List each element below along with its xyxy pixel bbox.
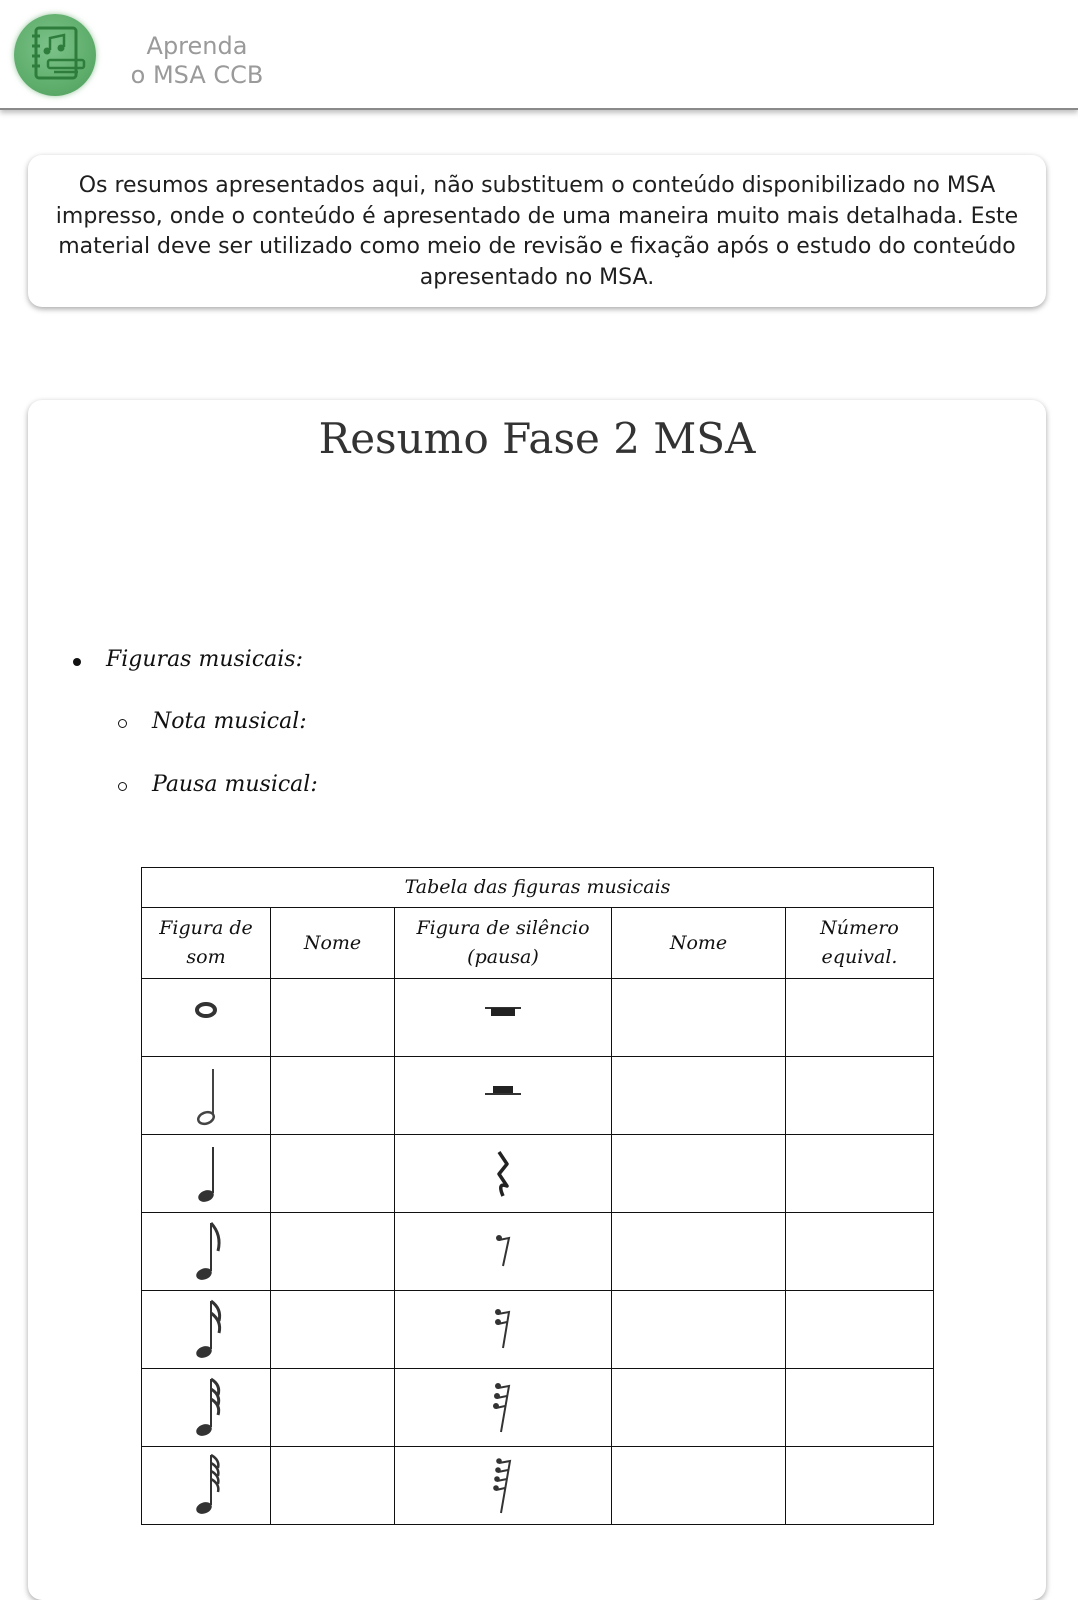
sixty-fourth-rest-icon	[483, 1453, 523, 1519]
music-figures-table	[141, 867, 934, 1525]
header-name-2: Nome	[612, 908, 786, 979]
name-cell[interactable]	[612, 1291, 786, 1369]
name-cell[interactable]	[612, 1057, 786, 1135]
sixteenth-note-icon	[186, 1295, 226, 1365]
number-cell[interactable]	[786, 1135, 934, 1213]
sixty-fourth-note-icon	[186, 1451, 226, 1521]
name-cell[interactable]	[271, 1291, 395, 1369]
disclaimer-notice	[28, 155, 1046, 307]
table-row-rest-cell	[395, 1369, 612, 1447]
number-cell[interactable]	[786, 979, 934, 1057]
name-cell[interactable]	[271, 1447, 395, 1525]
sub-bullet-icon	[118, 782, 127, 791]
header-sound-line2: som	[186, 946, 226, 968]
quarter-note-icon	[186, 1139, 226, 1209]
table-row-note-cell	[142, 1213, 271, 1291]
half-note-icon	[186, 1061, 226, 1131]
name-cell[interactable]	[271, 1369, 395, 1447]
name-cell[interactable]	[271, 1213, 395, 1291]
name-cell[interactable]	[612, 1135, 786, 1213]
summary-card	[28, 400, 1046, 1600]
app-header	[0, 0, 1078, 110]
name-cell[interactable]	[612, 1369, 786, 1447]
name-cell[interactable]	[612, 1213, 786, 1291]
name-cell[interactable]	[612, 1447, 786, 1525]
table-row-note-cell	[142, 1447, 271, 1525]
list-item-pausa: Pausa musical:	[152, 772, 318, 797]
table-row-rest-cell	[395, 979, 612, 1057]
quarter-rest-icon	[483, 1144, 523, 1204]
header-number-line1: Número	[820, 917, 899, 939]
number-cell[interactable]	[786, 1057, 934, 1135]
table-row-rest-cell	[395, 1213, 612, 1291]
sub-bullet-icon	[118, 719, 127, 728]
table-row-note-cell	[142, 979, 271, 1057]
header-sound-line1: Figura de	[159, 917, 253, 939]
header-number	[786, 908, 934, 979]
name-cell[interactable]	[271, 979, 395, 1057]
table-row-note-cell	[142, 1291, 271, 1369]
name-cell[interactable]	[271, 1135, 395, 1213]
table-row-note-cell	[142, 1369, 271, 1447]
brand-line-1: Aprenda	[146, 32, 248, 60]
name-cell[interactable]	[612, 979, 786, 1057]
brand-name[interactable]	[112, 32, 282, 90]
number-cell[interactable]	[786, 1213, 934, 1291]
bullet-icon	[73, 658, 81, 666]
thirty-second-note-icon	[186, 1373, 226, 1443]
list-item-figuras: Figuras musicais:	[106, 647, 304, 672]
header-rest-figure	[395, 908, 612, 979]
table-row-note-cell	[142, 1135, 271, 1213]
page-title: Resumo Fase 2 MSA	[318, 414, 756, 463]
name-cell[interactable]	[271, 1057, 395, 1135]
sixteenth-rest-icon	[483, 1300, 523, 1360]
number-cell[interactable]	[786, 1447, 934, 1525]
thirty-second-rest-icon	[483, 1376, 523, 1440]
eighth-rest-icon	[483, 1222, 523, 1282]
table-row-rest-cell	[395, 1135, 612, 1213]
list-item-nota: Nota musical:	[152, 709, 307, 734]
eighth-note-icon	[186, 1217, 226, 1287]
header-number-line2: equival.	[821, 946, 898, 968]
header-rest-line2: (pausa)	[467, 946, 539, 968]
number-cell[interactable]	[786, 1291, 934, 1369]
header-rest-line1: Figura de silêncio	[416, 917, 590, 939]
whole-rest-icon	[473, 998, 533, 1038]
table-row-note-cell	[142, 1057, 271, 1135]
music-notebook-icon[interactable]	[14, 14, 96, 96]
table-row-rest-cell	[395, 1057, 612, 1135]
whole-note-icon	[186, 998, 226, 1038]
disclaimer-text: Os resumos apresentados aqui, não substituem o conteúdo disponibilizado no MSA impresso, onde o conteúdo é apresentado de uma maneira muito mais detalhada. Este material deve ser utilizado como meio de revisão e fixação após o estudo do conteúdo apresentado no MSA.	[55, 173, 1019, 290]
header-name: Nome	[271, 908, 395, 979]
table-caption: Tabela das figuras musicais	[142, 868, 934, 908]
number-cell[interactable]	[786, 1369, 934, 1447]
half-rest-icon	[473, 1076, 533, 1116]
table-row-rest-cell	[395, 1447, 612, 1525]
header-sound-figure	[142, 908, 271, 979]
brand-line-2: o MSA CCB	[130, 61, 264, 89]
table-row-rest-cell	[395, 1291, 612, 1369]
